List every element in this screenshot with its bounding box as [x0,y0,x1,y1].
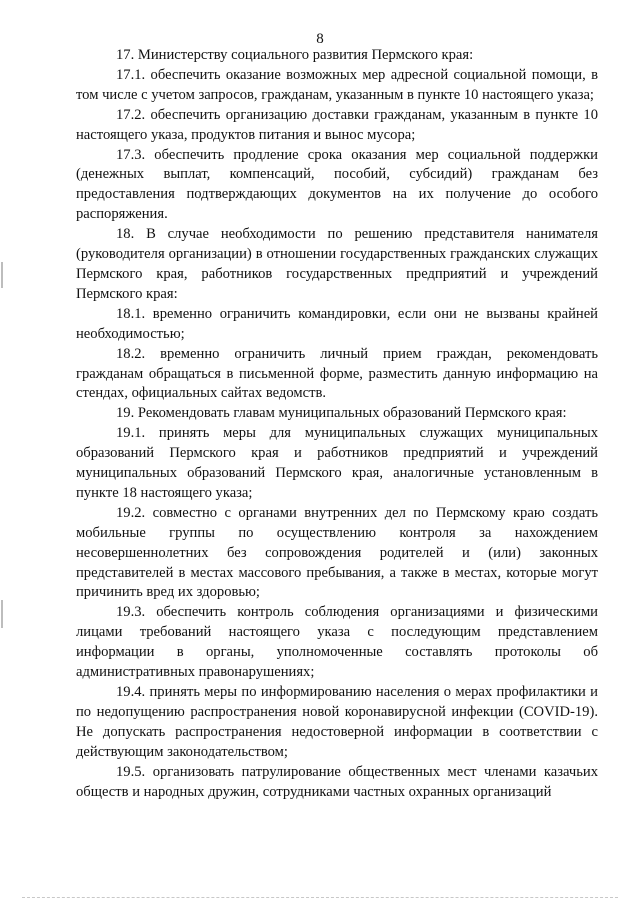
page-number: 8 [316,31,324,47]
scan-bottom-edge [22,897,618,898]
scan-margin-mark [1,600,3,628]
paragraph-17-1: 17.1. обеспечить оказание возможных мер адресной социальной помощи, в том числе с учетом запросов, гражданам, указанным в пункте 10 настоящего указа; [76,66,598,103]
paragraph-19-4: 19.4. принять меры по информированию населения о мерах профилактики и по недопущению распространения новой коронавирусной инфекции (COVID-19). Не допускать распространения недостоверной информации в соответствии с действующим законодательством; [76,684,598,760]
paragraph-19: 19. Рекомендовать главам муниципальных образований Пермского края: [116,405,567,422]
paragraph-18-2: 18.2. временно ограничить личный прием граждан, рекомендовать гражданам обращаться в письменной форме, разместить данную информацию на стендах, официальных сайтах ведомств. [76,345,598,402]
scan-margin-mark [1,262,3,288]
paragraph-19-3: 19.3. обеспечить контроль соблюдения организациями и физическими лицами требований настоящего указа с последующим представлением информации в органы, уполномоченные составлять протоколы об административных правонарушениях; [76,604,598,681]
paragraph-19-1: 19.1. принять меры для муниципальных служащих муниципальных образований Пермского края и работников предприятий и учреждений муниципальных образований Пермского края, аналогичные установленным в пункте 18 настоящего указа; [76,425,598,501]
paragraph-18: 18. В случае необходимости по решению представителя нанимателя (руководителя организации) в отношении государственных гражданских служащих Пермского края, работников государственных предприятий и учреждений Пермского края: [76,226,598,302]
paragraph-17-2: 17.2. обеспечить организацию доставки гражданам, указанным в пункте 10 настоящего указа, продуктов питания и вынос мусора; [76,106,598,143]
paragraph-17-3: 17.3. обеспечить продление срока оказания мер социальной поддержки (денежных выплат, компенсаций, пособий, субсидий) гражданам без предоставления подтверждающих документов на их получение до особого распоряжения. [76,146,598,223]
paragraph-17: 17. Министерству социального развития Пермского края: [116,47,474,63]
paragraph-19-2: 19.2. совместно с органами внутренних дел по Пермскому краю создать мобильные группы по осуществлению контроля за нахождением несовершеннолетних без сопровождения родителей и (или) законных представителей в местах массового пребывания, а также в местах, которые могут причинить вред их здоровью; [76,504,598,601]
document-body [76,46,598,802]
paragraph-19-5: 19.5. организовать патрулирование общественных мест членами казачьих обществ и народных дружин, сотрудниками частных охранных организаций [76,763,598,800]
paragraph-18-1: 18.1. временно ограничить командировки, если они не вызваны крайней необходимостью; [76,305,598,342]
